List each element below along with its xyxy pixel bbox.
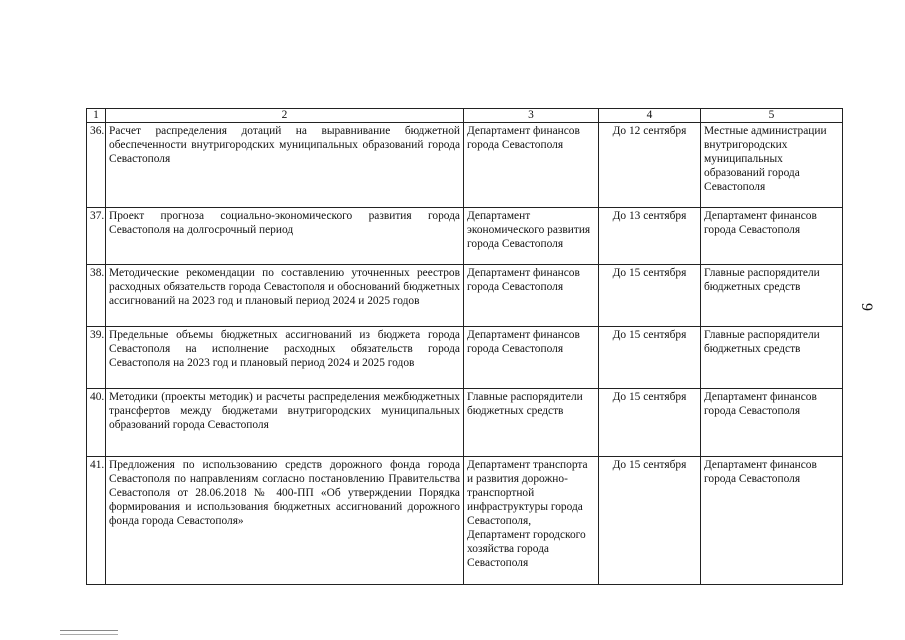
row-number: 39.: [87, 327, 106, 389]
recipient: Главные распорядители бюджетных средств: [701, 327, 843, 389]
responsible-executor: Департамент финансов города Севастополя: [464, 327, 599, 389]
row-number: 37.: [87, 208, 106, 265]
responsible-executor: Главные распорядители бюджетных средств: [464, 389, 599, 457]
item-name: Предельные объемы бюджетных ассигнований из бюджета города Севастополя на исполнение расходных обязательств города Севастополя на 2023 год и плановый период 2024 и 2025 годов: [106, 327, 464, 389]
deadline: До 15 сентября: [599, 327, 701, 389]
column-number-5: 5: [701, 109, 843, 123]
table-row: [87, 265, 843, 327]
deadline: До 15 сентября: [599, 389, 701, 457]
column-number-4: 4: [599, 109, 701, 123]
item-name: Расчет распределения дотаций на выравнивание бюджетной обеспеченности внутригородских муниципальных образований города Севастополя: [106, 123, 464, 208]
footer-divider: [60, 630, 118, 635]
schedule-table: [86, 108, 843, 585]
row-number: 41.: [87, 457, 106, 585]
column-number-1: 1: [87, 109, 106, 123]
table-row: [87, 208, 843, 265]
recipient: Департамент финансов города Севастополя: [701, 457, 843, 585]
table-row: [87, 123, 843, 208]
item-name: Методические рекомендации по составлению уточненных реестров расходных обязательств города Севастополя и обоснований бюджетных ассигнований на 2023 год и плановый период 2024 и 2025 годов: [106, 265, 464, 327]
item-name: Проект прогноза социально-экономического развития города Севастополя на долгосрочный период: [106, 208, 464, 265]
item-name: Предложения по использованию средств дорожного фонда города Севастополя по направлениям согласно постановлению Правительства Севастополя от 28.06.2018 № 400-ПП «Об утверждении Порядка формирования и использования бюджетных ассигнований дорожного фонда города Севастополя»: [106, 457, 464, 585]
deadline: До 13 сентября: [599, 208, 701, 265]
recipient: Департамент финансов города Севастополя: [701, 389, 843, 457]
responsible-executor: Департамент транспорта и развития дорожно-транспортной инфраструктуры города Севастополя, Департамент городского хозяйства города Севастополя: [464, 457, 599, 585]
responsible-executor: Департамент финансов города Севастополя: [464, 265, 599, 327]
row-number: 38.: [87, 265, 106, 327]
responsible-executor: Департамент финансов города Севастополя: [464, 123, 599, 208]
table-row: [87, 389, 843, 457]
table-row: [87, 327, 843, 389]
row-number: 40.: [87, 389, 106, 457]
deadline: До 15 сентября: [599, 265, 701, 327]
deadline: До 15 сентября: [599, 457, 701, 585]
recipient: Местные администрации внутригородских муниципальных образований города Севастополя: [701, 123, 843, 208]
table-row: [87, 457, 843, 585]
column-number-2: 2: [106, 109, 464, 123]
recipient: Главные распорядители бюджетных средств: [701, 265, 843, 327]
recipient: Департамент финансов города Севастополя: [701, 208, 843, 265]
column-number-3: 3: [464, 109, 599, 123]
item-name: Методики (проекты методик) и расчеты распределения межбюджетных трансфертов между бюджетами внутригородских муниципальных образований города Севастополя: [106, 389, 464, 457]
page-number: 9: [858, 303, 875, 311]
row-number: 36.: [87, 123, 106, 208]
responsible-executor: Департамент экономического развития города Севастополя: [464, 208, 599, 265]
deadline: До 12 сентября: [599, 123, 701, 208]
column-number-row: [87, 109, 843, 123]
